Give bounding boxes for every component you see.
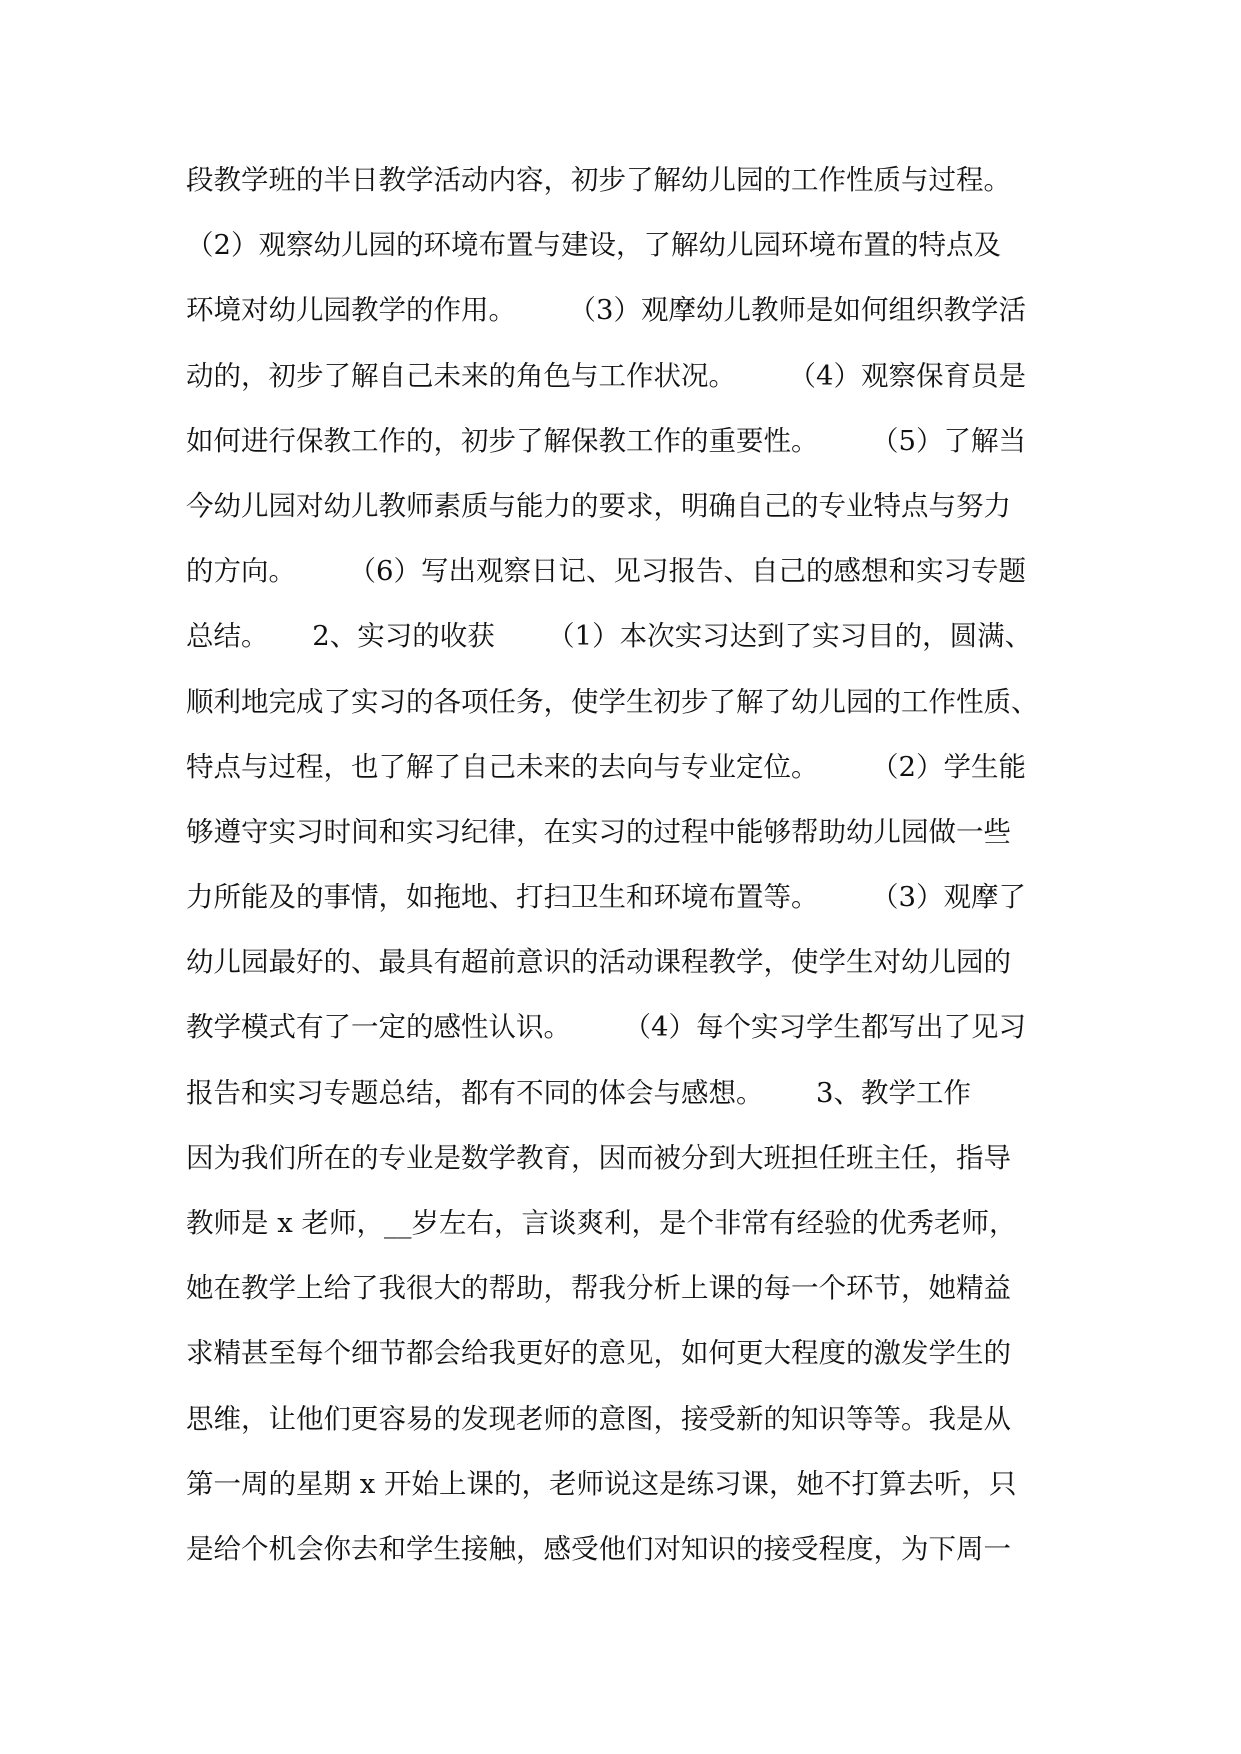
body-text (186, 148, 1066, 1582)
text-line-14: 教学模式有了一定的感性认识。 （4）每个实习学生都写出了见习 (186, 1011, 1026, 1044)
text-line-6: 今幼儿园对幼儿教师素质与能力的要求，明确自己的专业特点与努力 (186, 489, 1011, 522)
text-line-15: 报告和实习专题总结，都有不同的体会与感想。 3、教学工作 (186, 1076, 971, 1109)
text-line-22: 是给个机会你去和学生接触，感受他们对知识的接受程度，为下周一 (186, 1532, 1011, 1565)
text-line-13: 幼儿园最好的、最具有超前意识的活动课程教学，使学生对幼儿园的 (186, 946, 1011, 979)
text-line-9: 顺利地完成了实习的各项任务，使学生初步了解了幼儿园的工作性质、 (186, 685, 1039, 718)
text-line-17: 教师是 x 老师，__岁左右，言谈爽利，是个非常有经验的优秀老师， (186, 1207, 1017, 1239)
text-line-1: 段教学班的半日教学活动内容，初步了解幼儿园的工作性质与过程。 (186, 164, 1011, 196)
text-line-20: 思维，让他们更容易的发现老师的意图，接受新的知识等等。我是从 (186, 1402, 1011, 1435)
text-line-19: 求精甚至每个细节都会给我更好的意见，如何更大程度的激发学生的 (186, 1337, 1011, 1370)
text-line-21: 第一周的星期 x 开始上课的，老师说这是练习课，她不打算去听，只 (186, 1467, 1017, 1500)
text-line-18: 她在教学上给了我很大的帮助，帮我分析上课的每一个环节，她精益 (186, 1272, 1011, 1305)
text-line-5: 如何进行保教工作的，初步了解保教工作的重要性。 （5）了解当 (186, 424, 1026, 457)
text-line-8: 总结。 2、实习的收获 （1）本次实习达到了实习目的，圆满、 (186, 620, 1033, 653)
text-line-12: 力所能及的事情，如拖地、打扫卫生和环境布置等。 （3）观摩了 (186, 881, 1026, 914)
text-line-4: 动的，初步了解自己未来的角色与工作状况。 （4）观察保育员是 (186, 359, 1026, 392)
text-line-16: 因为我们所在的专业是数学教育，因而被分到大班担任班主任，指导 (186, 1141, 1011, 1174)
text-line-7: 的方向。 （6）写出观察日记、见习报告、自己的感想和实习专题 (186, 555, 1026, 588)
text-line-11: 够遵守实习时间和实习纪律，在实习的过程中能够帮助幼儿园做一些 (186, 815, 1011, 848)
text-line-3: 环境对幼儿园教学的作用。 （3）观摩幼儿教师是如何组织教学活 (186, 294, 1026, 327)
text-line-10: 特点与过程，也了解了自己未来的去向与专业定位。 （2）学生能 (186, 750, 1026, 783)
text-line-2: （2）观察幼儿园的环境布置与建设，了解幼儿园环境布置的特点及 (186, 229, 1001, 262)
